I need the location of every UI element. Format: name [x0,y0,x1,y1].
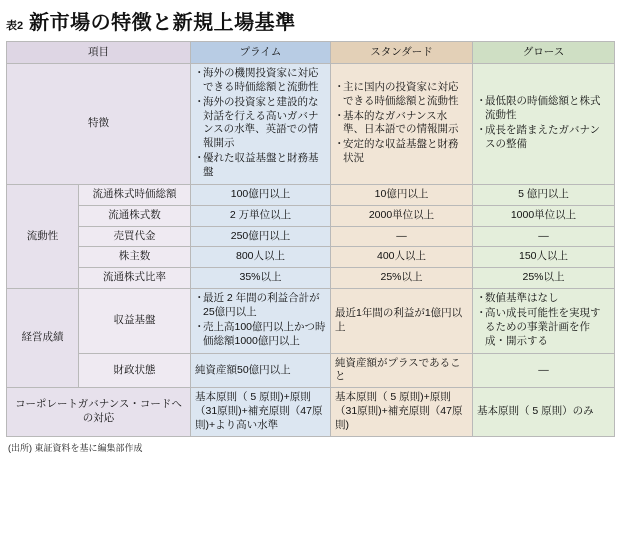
cell-features-growth [473,64,615,185]
cell-liquidity-shareholders-standard: 400人以上 [331,247,473,268]
table-row [7,268,615,289]
cell-liquidity-floatratio-growth: 25%以上 [473,268,615,289]
cell-liquidity-turnover-standard: ― [331,226,473,247]
bullet-item: ・ 主に国内の投資家に対応できる時価総額と流動性 [335,81,468,109]
cell-liquidity-floatratio-prime: 35%以上 [191,268,331,289]
bullet-item: ・ 売上高100億円以上かつ時価総額1000億円以上 [195,321,326,349]
table-row [7,64,615,185]
bullet-item: ・ 基本的なガバナンス水準、日本語での情報開示 [335,110,468,138]
subrow-label-turnover: 売買代金 [79,226,191,247]
cell-liquidity-marketcap-standard: 10億円以上 [331,184,473,205]
column-header-growth: グロース [473,42,615,64]
cell-liquidity-sharecount-prime: 2 万単位以上 [191,205,331,226]
subrow-label-float-ratio: 流通株式比率 [79,268,191,289]
cell-governance-growth: 基本原則（ 5 原則）のみ [473,388,615,437]
row-label-liquidity: 流動性 [7,184,79,288]
bullet-item: ・ 安定的な収益基盤と財務状況 [335,138,468,166]
cell-liquidity-shareholders-growth: 150人以上 [473,247,615,268]
bullet-item: ・ 海外の機関投資家に対応できる時価総額と流動性 [195,67,326,95]
source-note: (出所) 東証資料を基に編集部作成 [8,442,143,453]
figure-title-row [0,0,620,41]
cell-profit-growth [473,289,615,353]
table-header-row [7,42,615,64]
table-row [7,226,615,247]
bullet-item: ・ 優れた収益基盤と財務基盤 [195,152,326,180]
row-label-performance: 経営成績 [7,289,79,388]
subrow-label-profit-base: 収益基盤 [79,289,191,353]
cell-liquidity-marketcap-growth: 5 億円以上 [473,184,615,205]
table-row [7,289,615,353]
row-label-governance: コーポレートガバナンス・コードへの対応 [7,388,191,437]
cell-features-prime [191,64,331,185]
subrow-label-market-cap: 流通株式時価総額 [79,184,191,205]
bullet-item: ・ 最低限の時価総額と株式流動性 [477,95,610,123]
cell-finance-prime: 純資産額50億円以上 [191,353,331,388]
table-row [7,388,615,437]
cell-liquidity-shareholders-prime: 800人以上 [191,247,331,268]
cell-liquidity-sharecount-standard: 2000単位以上 [331,205,473,226]
cell-liquidity-turnover-growth: ― [473,226,615,247]
cell-liquidity-turnover-prime: 250億円以上 [191,226,331,247]
bullet-item: ・ 最近 2 年間の利益合計が25億円以上 [195,292,326,320]
bullet-item: ・ 海外の投資家と建設的な対話を行える高いガバナンスの水準、英語での情報開示 [195,96,326,151]
cell-liquidity-marketcap-prime: 100億円以上 [191,184,331,205]
bullet-item: ・ 数値基準はなし [477,292,610,306]
row-label-features: 特徴 [7,64,191,185]
cell-profit-prime [191,289,331,353]
subrow-label-financial-state: 財政状態 [79,353,191,388]
cell-governance-standard: 基本原則（ 5 原則)+原則（31原則)+補充原則（47原則) [331,388,473,437]
table-number-label: 表2 [6,20,24,32]
bullet-item: ・ 高い成長可能性を実現するための事業計画を作成・開示する [477,307,610,349]
cell-liquidity-sharecount-growth: 1000単位以上 [473,205,615,226]
cell-governance-prime: 基本原則（ 5 原則)+原則（31原則)+補充原則（47原則)+より高い水準 [191,388,331,437]
page-title: 新市場の特徴と新規上場基準 [29,12,296,34]
table-row [7,353,615,388]
subrow-label-shareholders: 株主数 [79,247,191,268]
column-header-standard: スタンダード [331,42,473,64]
cell-finance-standard: 純資産額がプラスであること [331,353,473,388]
cell-features-standard [331,64,473,185]
subrow-label-share-count: 流通株式数 [79,205,191,226]
comparison-table [6,41,615,437]
table-row [7,247,615,268]
table-row [7,184,615,205]
column-header-item: 項目 [7,42,191,64]
cell-liquidity-floatratio-standard: 25%以上 [331,268,473,289]
cell-profit-standard: 最近1年間の利益が1億円以上 [331,289,473,353]
table-row [7,205,615,226]
column-header-prime: プライム [191,42,331,64]
cell-finance-growth: ― [473,353,615,388]
bullet-item: ・ 成長を踏まえたガバナンスの整備 [477,124,610,152]
